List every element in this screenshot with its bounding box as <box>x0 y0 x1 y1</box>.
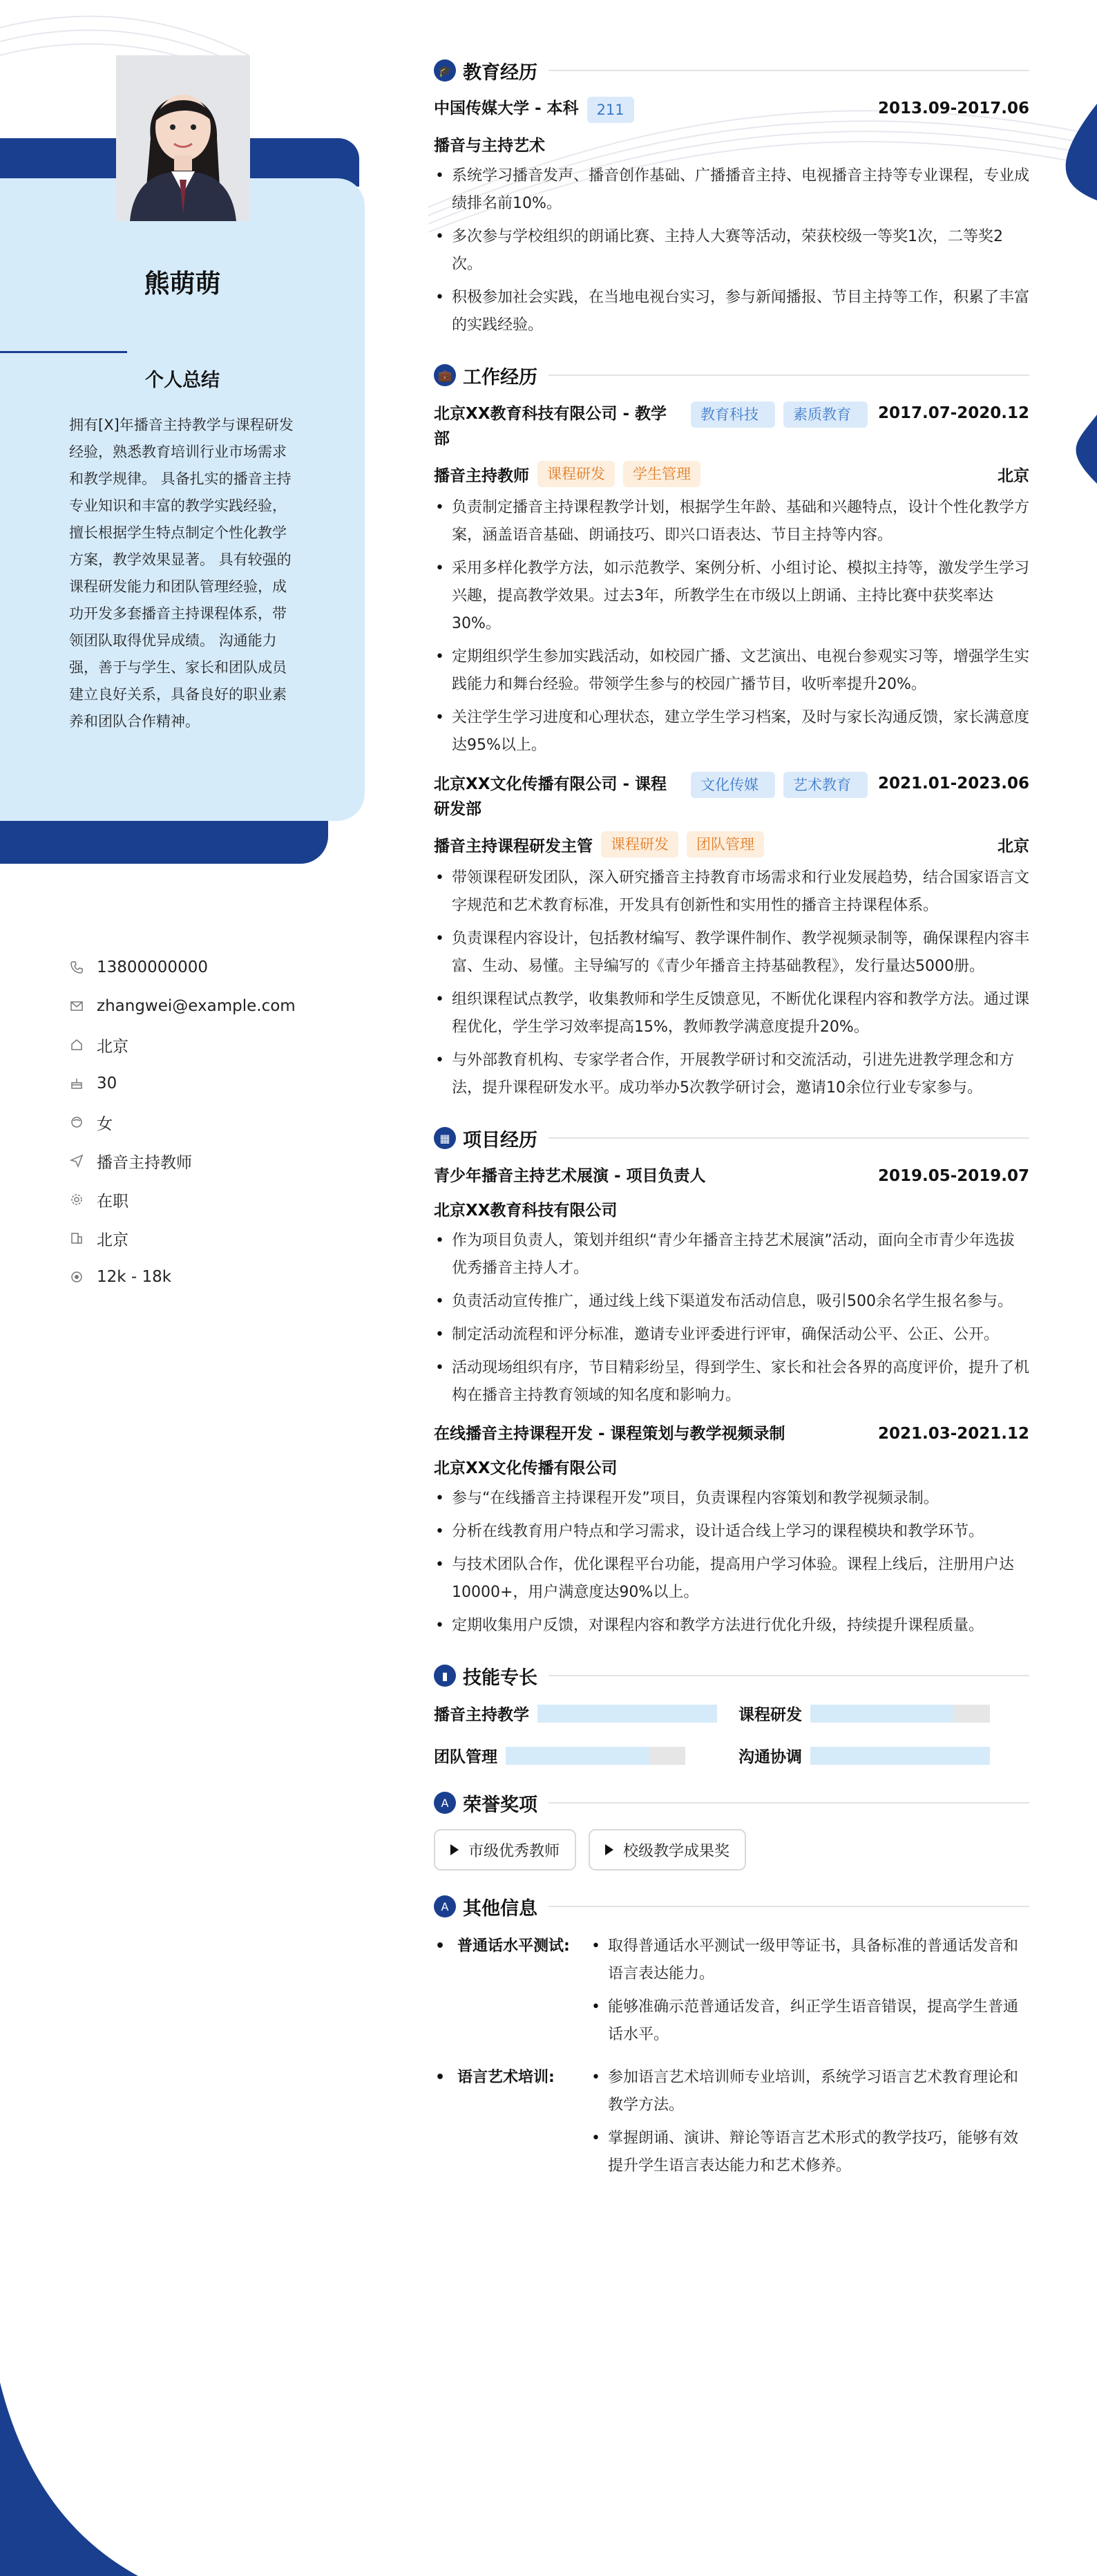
company-name: 北京XX教育科技有限公司 - 教学部 <box>434 405 667 448</box>
role-group <box>434 461 700 487</box>
info-icon: A <box>434 1895 456 1917</box>
info-position <box>69 1142 345 1180</box>
section-rule <box>548 1802 1029 1803</box>
bar-chart-icon: ▮ <box>434 1665 456 1687</box>
list-item: • 与外部教育机构、专家学者合作，开展教学研讨和交流活动，引进先进教学理念和方法，提升课程研发水平。成功举办5次教学研讨会，邀请10余位行业专家参与。 <box>434 1047 1029 1102</box>
decorative-right-curve <box>1035 0 1097 525</box>
work-role-row <box>434 461 1029 487</box>
project-entry-1 <box>434 1164 1029 1410</box>
skill-item <box>434 1744 725 1767</box>
project-org: 北京XX文化传播有限公司 <box>434 1459 618 1477</box>
awards-section <box>434 1786 1029 1871</box>
project-org-row <box>434 1455 1029 1478</box>
list-item: • 负责制定播音主持课程教学计划，根据学生年龄、基础和兴趣特点，设计个性化教学方案，涵盖语音基础、朗诵技巧、即兴口语表达、节目主持等内容。 <box>434 494 1029 549</box>
list-item: • 组织课程试点教学，收集教师和学生反馈意见，不断优化课程内容和教学方法。通过课程优化，学生学习效率提高15%，教师教学满意度提升20%。 <box>434 986 1029 1041</box>
mail-icon <box>69 998 84 1014</box>
other-section <box>434 1890 1029 2186</box>
other-bullets <box>590 2064 1029 2186</box>
role-tag: 课程研发 <box>601 831 678 858</box>
skill-fill <box>506 1747 649 1765</box>
section-rule <box>548 1137 1029 1139</box>
work-section <box>434 359 1029 1102</box>
other-label: • 语言艺术培训: <box>434 2064 590 2186</box>
summary-divider <box>0 351 127 353</box>
info-email-text: zhangwei@example.com <box>97 997 296 1015</box>
skill-bar <box>810 1705 990 1723</box>
award-chip <box>434 1829 576 1871</box>
info-residence-text: 北京 <box>97 1037 128 1056</box>
skills-grid <box>434 1702 1029 1767</box>
education-major-row <box>434 133 1029 155</box>
gender-icon <box>69 1115 84 1130</box>
project-date: 2021.03-2021.12 <box>877 1425 1029 1443</box>
list-item: • 负责课程内容设计，包括教材编写、教学课件制作、教学视频录制等，确保课程内容丰富、生动、易懂。主导编写的《青少年播音主持基础教程》，发行量达5000册。 <box>434 925 1029 981</box>
decorative-bottom-curve <box>0 2286 138 2576</box>
education-school-group <box>434 97 634 123</box>
work-entry-2-head <box>434 772 1029 822</box>
skills-header <box>434 1659 1029 1692</box>
list-item: • 积极参加社会实践，在当地电视台实习，参与新闻播报、节目主持等工作，积累了丰富的实践经验。 <box>434 284 1029 339</box>
skill-item <box>434 1702 725 1725</box>
list-item: • 制定活动流程和评分标准，邀请专业评委进行评审，确保活动公平、公正、公开。 <box>434 1321 1029 1349</box>
other-label: • 普通话水平测试: <box>434 1933 590 2054</box>
info-age-text: 30 <box>97 1074 117 1092</box>
info-residence <box>69 1025 345 1064</box>
role-tag: 学生管理 <box>623 461 700 487</box>
work-title: 工作经历 <box>463 366 537 388</box>
other-bullets <box>590 1933 1029 2054</box>
info-email <box>69 987 345 1025</box>
project-entry-1-head <box>434 1164 1029 1188</box>
avatar-photo <box>116 55 250 221</box>
school-badge: 211 <box>587 97 634 123</box>
awards-title: 荣誉奖项 <box>463 1794 537 1816</box>
avatar <box>116 55 250 221</box>
section-rule <box>548 375 1029 376</box>
awards-header <box>434 1786 1029 1819</box>
briefcase-icon: 💼 <box>434 364 456 386</box>
skill-fill <box>810 1747 990 1765</box>
skill-item <box>738 1702 1029 1725</box>
section-rule <box>548 1906 1029 1907</box>
project-org: 北京XX教育科技有限公司 <box>434 1202 618 1220</box>
school-name: 中国传媒大学 - 本科 <box>434 100 579 117</box>
major: 播音与主持艺术 <box>434 137 545 155</box>
project-date: 2019.05-2019.07 <box>877 1167 1029 1185</box>
work-location: 北京 <box>998 837 1029 855</box>
work-location: 北京 <box>998 466 1029 485</box>
list-item: • 负责活动宣传推广，通过线上线下渠道发布活动信息，吸引500余名学生报名参与。 <box>434 1288 1029 1316</box>
role-title: 播音主持课程研发主管 <box>434 837 593 855</box>
education-bullets <box>434 162 1029 339</box>
info-position-text: 播音主持教师 <box>97 1153 192 1172</box>
industry-tag: 素质教育 <box>783 401 868 428</box>
skill-fill <box>537 1705 717 1723</box>
work-header <box>434 359 1029 392</box>
info-city <box>69 1219 345 1258</box>
project-org-row <box>434 1197 1029 1220</box>
work-entry-2-company-group <box>434 772 868 822</box>
candidate-name: 熊萌萌 <box>144 269 221 299</box>
list-item: • 活动现场组织有序，节目精彩纷呈，得到学生、家长和社会各界的高度评价，提升了机构在播音主持教育领域的知名度和影响力。 <box>434 1354 1029 1410</box>
work-role-row <box>434 831 1029 858</box>
list-item: • 带领课程研发团队，深入研究播音主持教育市场需求和行业发展趋势，结合国家语言文字规范和艺术教育标准，开发具有创新性和实用性的播音主持课程体系。 <box>434 864 1029 920</box>
work-entry-2 <box>434 772 1029 1102</box>
role-tag: 课程研发 <box>537 461 615 487</box>
info-phone <box>69 948 345 987</box>
projects-header <box>434 1121 1029 1155</box>
home-icon <box>69 1037 84 1052</box>
skills-title: 技能专长 <box>463 1667 537 1689</box>
industry-tag: 艺术教育 <box>783 772 868 798</box>
work-entry-1-head <box>434 401 1029 451</box>
award-chip <box>589 1829 746 1871</box>
phone-icon <box>69 960 84 975</box>
projects-title: 项目经历 <box>463 1129 537 1151</box>
play-icon <box>450 1844 459 1855</box>
award-label: 校级教学成果奖 <box>623 1842 730 1860</box>
work-date: 2021.01-2023.06 <box>877 775 1029 793</box>
skill-name: 播音主持教学 <box>434 1706 529 1724</box>
info-salary <box>69 1258 345 1296</box>
main-content <box>434 54 1029 2205</box>
work-entry-1 <box>434 401 1029 759</box>
role-tag: 团队管理 <box>687 831 764 858</box>
project-entry-2 <box>434 1422 1029 1640</box>
skill-item <box>738 1744 1029 1767</box>
award-label: 市级优秀教师 <box>468 1842 560 1860</box>
project-bullets <box>434 1227 1029 1410</box>
list-item: • 系统学习播音发声、播音创作基础、广播播音主持、电视播音主持等专业课程，专业成绩排名前10%。 <box>434 162 1029 218</box>
summary-title: 个人总结 <box>145 370 220 391</box>
salary-icon <box>69 1269 84 1285</box>
list-item: • 与技术团队合作，优化课程平台功能，提高用户学习体验。课程上线后，注册用户达10000+，用户满意度达90%以上。 <box>434 1551 1029 1607</box>
project-entry-2-head <box>434 1422 1029 1446</box>
section-rule <box>548 1675 1029 1676</box>
awards-list <box>434 1829 1029 1871</box>
company-name: 北京XX文化传播有限公司 - 课程研发部 <box>434 775 667 818</box>
list-item: • 作为项目负责人，策划并组织“青少年播音主持艺术展演”活动，面向全市青少年选拔优秀播音主持人才。 <box>434 1227 1029 1282</box>
info-status <box>69 1180 345 1219</box>
award-icon: A <box>434 1792 456 1814</box>
skill-bar <box>537 1705 717 1723</box>
work-entry-1-company-group <box>434 401 868 451</box>
other-header <box>434 1890 1029 1923</box>
project-name: 在线播音主持课程开发 - 课程策划与教学视频录制 <box>434 1425 785 1443</box>
info-gender <box>69 1103 345 1142</box>
section-rule <box>548 70 1029 71</box>
list-item: • 定期组织学生参加实践活动，如校园广播、文艺演出、电视台参观实习等，增强学生实践能力和舞台经验。带领学生参与的校园广播节目，收听率提升20%。 <box>434 643 1029 699</box>
skill-bar <box>506 1747 685 1765</box>
project-name: 青少年播音主持艺术展演 - 项目负责人 <box>434 1167 706 1185</box>
skills-section <box>434 1659 1029 1767</box>
list-item: • 参加语言艺术培训师专业培训，系统学习语言艺术教育理论和教学方法。 <box>590 2064 1029 2119</box>
list-item: • 能够准确示范普通话发音，纠正学生语音错误，提高学生普通话水平。 <box>590 1993 1029 2049</box>
education-title: 教育经历 <box>463 61 537 84</box>
skill-name: 沟通协调 <box>738 1748 802 1766</box>
list-item: • 掌握朗诵、演讲、辩论等语言艺术形式的教学技巧，能够有效提升学生语言表达能力和艺术修养。 <box>590 2125 1029 2180</box>
info-city-text: 北京 <box>97 1231 128 1249</box>
building-icon <box>69 1231 84 1246</box>
industry-tag: 文化传媒 <box>691 772 775 798</box>
personal-info-list <box>69 948 345 1296</box>
list-item: • 定期收集用户反馈，对课程内容和教学方法进行优化升级，持续提升课程质量。 <box>434 1612 1029 1640</box>
projects-section <box>434 1121 1029 1640</box>
project-bullets <box>434 1485 1029 1640</box>
list-item: • 关注学生学习进度和心理状态，建立学生学习档案，及时与家长沟通反馈，家长满意度达95%以上。 <box>434 704 1029 759</box>
skill-fill <box>810 1705 954 1723</box>
other-title: 其他信息 <box>463 1897 537 1920</box>
send-icon <box>69 1153 84 1168</box>
grid-icon: ▦ <box>434 1127 456 1149</box>
education-entry-head <box>434 97 1029 123</box>
list-item: • 取得普通话水平测试一级甲等证书，具备标准的普通话发音和语言表达能力。 <box>590 1933 1029 1988</box>
status-icon <box>69 1192 84 1207</box>
other-item-2 <box>434 2064 1029 2186</box>
work-date: 2017.07-2020.12 <box>877 404 1029 422</box>
list-item: • 参与“在线播音主持课程开发”项目，负责课程内容策划和教学视频录制。 <box>434 1485 1029 1513</box>
work-bullets <box>434 864 1029 1102</box>
list-item: • 分析在线教育用户特点和学习需求，设计适合线上学习的课程模块和教学环节。 <box>434 1518 1029 1546</box>
other-item-1 <box>434 1933 1029 2054</box>
info-phone-text: 13800000000 <box>97 958 208 976</box>
info-salary-text: 12k - 18k <box>97 1268 172 1286</box>
education-entry <box>434 97 1029 339</box>
industry-tag: 教育科技 <box>691 401 775 428</box>
play-icon <box>605 1844 613 1855</box>
education-header <box>434 54 1029 87</box>
cake-icon <box>69 1076 84 1091</box>
graduation-cap-icon: 🎓 <box>434 59 456 82</box>
skill-name: 团队管理 <box>434 1748 497 1766</box>
role-group <box>434 831 764 858</box>
list-item: • 采用多样化教学方法，如示范教学、案例分析、小组讨论、模拟主持等，激发学生学习兴趣，提高教学效果。过去3年，所教学生在市级以上朗诵、主持比赛中获奖率达30%。 <box>434 555 1029 638</box>
education-date: 2013.09-2017.06 <box>877 100 1029 117</box>
summary-text: 拥有[X]年播音主持教学与课程研发经验，熟悉教育培训行业市场需求和教学规律。 具备扎实的播音主持专业知识和丰富的教学实践经验，擅长根据学生特点制定个性化教学方案，教学效果显著。 具有较强的课程研发能力和团队管理经验，成功开发多套播音主持课程体系，带领团队取得优异成绩。 沟通能力强，善于与学生、家长和团队成员建立良好关系，具备良好的职业素养和团队合作精神。 <box>69 417 294 730</box>
info-age <box>69 1064 345 1103</box>
info-gender-text: 女 <box>97 1115 113 1133</box>
list-item: • 多次参与学校组织的朗诵比赛、主持人大赛等活动，荣获校级一等奖1次，二等奖2次。 <box>434 223 1029 278</box>
info-status-text: 在职 <box>97 1192 128 1211</box>
skill-bar <box>810 1747 990 1765</box>
skill-name: 课程研发 <box>738 1706 802 1724</box>
role-title: 播音主持教师 <box>434 466 529 485</box>
education-section <box>434 54 1029 339</box>
work-bullets <box>434 494 1029 759</box>
